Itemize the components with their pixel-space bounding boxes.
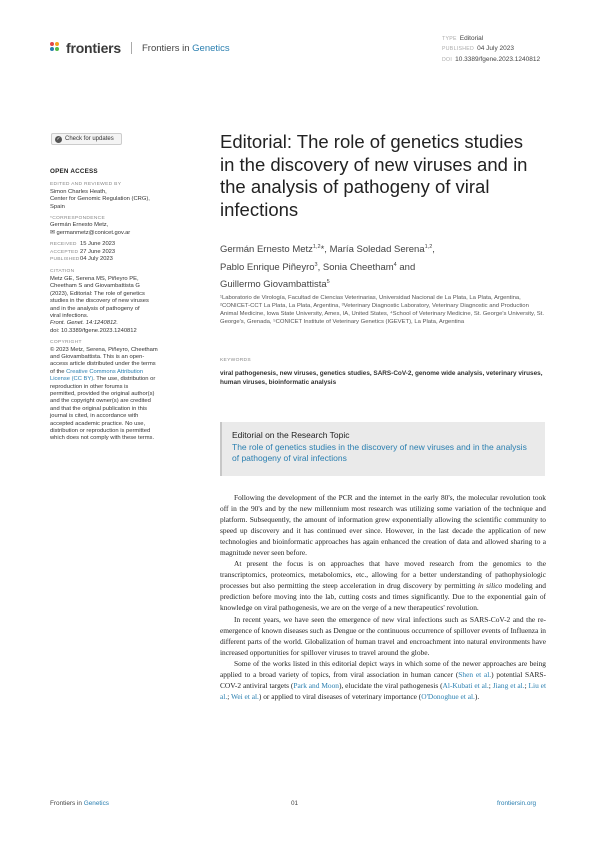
article-body: [220, 492, 546, 702]
author[interactable]: [220, 262, 318, 273]
article-title: Editorial: The role of genetics studies in the discovery of new viruses and in the analysis of pathogeny of viral infections: [220, 131, 528, 220]
citation-line: (2023), Editorial: The role of genetics: [50, 290, 145, 297]
correspondence-name: Germán Ernesto Metz,: [50, 222, 109, 229]
date-row: [50, 241, 178, 248]
license-link[interactable]: Creative Commons Attribution: [66, 368, 144, 375]
footer-journal-subject: Genetics: [83, 800, 109, 807]
copyright-line: distribution or reproduction is permitted: [50, 428, 151, 434]
author-sep: ,: [324, 244, 330, 256]
citation-link[interactable]: Wei et al.: [230, 691, 259, 701]
paragraph-text: ) potential SARS-COV-2 antiviral targets (: [220, 669, 546, 690]
citation-line: viral infections.: [50, 312, 89, 319]
copyright-line: [50, 376, 178, 383]
author-sep: ,: [432, 244, 435, 256]
copyright-line: and that the original publication in this: [50, 405, 148, 412]
paragraph-text: ), elucidate the viral pathogenesis (: [338, 680, 443, 690]
editor-name: Simon Charles Heath,: [50, 188, 107, 195]
journal-subject: Genetics: [192, 42, 230, 54]
paragraph: [220, 658, 546, 702]
author-name: Germán Ernesto Metz: [220, 244, 313, 256]
copyright-line: access article distributed under the terms: [50, 361, 156, 368]
author-affil-sup: 4: [393, 261, 397, 268]
copyright-line: © 2023 Metz, Serena, Piñeyro, Cheetham: [50, 346, 158, 353]
paragraph-text: ;: [488, 680, 493, 690]
date-value: 04 July 2023: [80, 256, 113, 263]
author-affil-sup: 5: [326, 279, 330, 286]
published-key: PUBLISHED: [442, 46, 475, 53]
correspondence-label: *CORRESPONDENCE: [50, 216, 106, 222]
journal-prefix: Frontiers in: [142, 42, 193, 54]
copyright-line: which does not comply with these terms.: [50, 435, 155, 442]
copyright-line: journal is cited, in accordance with: [50, 413, 139, 420]
citation-link[interactable]: Jiang et al.: [492, 680, 525, 690]
author[interactable]: [323, 262, 397, 273]
copyright-line: and the copyright owner(s) are credited: [50, 398, 151, 405]
date-key: RECEIVED: [50, 242, 77, 248]
citation-line: studies in the discovery of new viruses: [50, 298, 149, 305]
copyright-text: of the: [50, 368, 67, 375]
author-affil-sup: 1,2: [312, 244, 321, 250]
author-sep: and: [396, 261, 416, 273]
paragraph-text: ).: [474, 691, 480, 701]
author-name: María Soledad Serena: [329, 244, 425, 256]
copyright-text: . The use, distribution or: [93, 376, 156, 383]
journal-name[interactable]: [142, 43, 230, 54]
paragraph-text: Some of the works listed in this editorial depict ways in which some of the newer approaches are being applied to a broad variety of topics, from viral association in human cancer (: [220, 658, 546, 679]
publisher-header: [50, 40, 230, 56]
author[interactable]: [220, 279, 330, 290]
citation-line: Front. Genet. 14:1240812.: [50, 320, 119, 327]
header-divider: [131, 42, 132, 54]
check-for-updates-button[interactable]: [51, 133, 122, 145]
author[interactable]: [330, 244, 433, 255]
copyright-line: [50, 369, 178, 376]
copyright-line: accepted academic practice. No use,: [50, 420, 146, 427]
paragraph-text: ) or applied to viral diseases of veterinary importance (: [258, 691, 422, 701]
edited-label: EDITED AND REVIEWED BY: [50, 182, 122, 188]
keywords: viral pathogenesis, new viruses, genetics studies, SARS-CoV-2, genome wide analysis, veterinary viruses, human viruses, bioinformatic analysis: [220, 370, 543, 386]
paragraph: In recent years, we have seen the emergence of new viral infections such as SARS-CoV-2 and the re-emergence of known diseases such as Dengue or the continuous occurrence of spillover events of Influenza in different parts of the world. Globalization of human travel and encroachment into natural environments have increased opportunities for spillover viruses to travel around the globe.: [220, 614, 546, 657]
frontiers-logo-icon: [50, 42, 62, 54]
italic-term: in silico: [477, 581, 503, 591]
license-link[interactable]: License (CC BY): [50, 376, 94, 383]
doi-value[interactable]: 10.3389/fgene.2023.1240812: [455, 55, 541, 63]
copyright-label: COPYRIGHT: [50, 340, 82, 346]
paragraph-text: modeling and prediction before moving into the lab, cutting costs and times significantly. Due to the exponential gain of knowledge on viral pathogenesis, we are on the verge of a new therapeutics' revolution.: [220, 581, 546, 613]
copyright-line: and Giovambattista. This is an open-: [50, 353, 145, 360]
citation-link[interactable]: Liu et al.: [220, 680, 547, 701]
author[interactable]: [220, 244, 324, 255]
paragraph-text: ;: [524, 680, 529, 690]
check-updates-icon: ✓: [56, 135, 61, 142]
date-key: ACCEPTED: [50, 249, 79, 255]
citation-doi[interactable]: doi: 10.3389/fgene.2023.1240812: [50, 327, 137, 334]
author-affil-sup: 3: [314, 261, 318, 268]
author-sep: ,: [317, 261, 323, 273]
date-key: PUBLISHED: [50, 257, 80, 263]
author-list: [220, 240, 540, 293]
paragraph: Following the development of the PCR and the internet in the early 80's, the molecular revolution took off in the 90's and by the new millennium most research was utilizing some variation of the technique and platform. Subsequently, the amount of information grew exponentially allowing the scientific community to speed up discovery and it has continued ever since. However, in the last decade the application of new technologies and bioinformatic approaches has again enhanced the creation of data and allowed sharing to a magnitude never seen before.: [220, 493, 546, 558]
footer-journal-prefix: Frontiers in: [50, 800, 84, 807]
citation-line: Cheetham S and Giovambattista G: [50, 283, 140, 290]
article-meta: [442, 34, 540, 65]
citation-link[interactable]: Park and Moon: [293, 680, 339, 690]
citation-line: and in the analysis of pathogeny of: [50, 305, 140, 312]
paragraph-text: ;: [227, 691, 231, 701]
corresponding-star: *: [320, 244, 325, 256]
doi-key: DOI: [442, 56, 453, 63]
sidebar-info: [50, 168, 178, 443]
type-key: TYPE: [442, 36, 457, 42]
open-access-label: OPEN ACCESS: [50, 168, 98, 175]
correspondence-email[interactable]: ✉ germanmetz@conicet.gov.ar: [50, 229, 131, 236]
editor-country: Spain: [50, 203, 65, 210]
citation-link[interactable]: O'Donoghue et al.: [421, 691, 475, 701]
type-value: Editorial: [459, 35, 484, 42]
topic-link[interactable]: The role of genetics studies in the discovery of new viruses and in the analysis of pathogeny of viral infections: [232, 442, 527, 463]
author-affil-sup: 1,2: [424, 244, 433, 250]
citation-line: Metz GE, Serena MS, Piñeyro PE,: [50, 275, 139, 282]
affiliations: ¹Laboratorio de Virología, Facultad de Ciencias Veterinarias, Universidad Nacional de La Plata, La Plata, Argentina, ²CONICET-CCT La Plata, La Plata, Argentina, ³Veterinary Diagnostic Laboratory, Veterinary Diagnostic and Production Animal Medicine, Iowa State University, Ames, IA, United States, ⁴School of Veterinary Medicine, St. George's University, St. George's, Grenada, ⁵CONICET Institute of Veterinary Genetics (IGEVET), La Plata, Argentina: [220, 295, 544, 326]
paragraph-text: At present the focus is on approaches that have moved research from the genomics to the transcriptomics, proteomics, metabolomics, etc., allowing for a better understanding of pathophysiologic processes but also permitting the steep acceleration in drug discovery by permitting: [220, 559, 546, 591]
footer-site-link[interactable]: frontiersin.org: [497, 800, 537, 807]
citation-link[interactable]: Shen et al.: [458, 669, 492, 679]
date-value: 27 June 2023: [80, 248, 116, 255]
copyright-line: reproduction in other forums is: [50, 383, 129, 390]
author-name: Guillermo Giovambattista: [220, 279, 327, 291]
author-name: Pablo Enrique Piñeyro: [220, 261, 315, 273]
paragraph: [220, 558, 546, 613]
keywords-label: KEYWORDS: [220, 358, 251, 363]
published-value: 04 July 2023: [477, 45, 514, 53]
author-name: Sonia Cheetham: [322, 261, 394, 273]
check-updates-label: Check for updates: [65, 136, 114, 142]
editor-affiliation: Center for Genomic Regulation (CRG),: [50, 196, 150, 203]
publisher-logo-text: frontiers: [66, 40, 121, 56]
citation-label: CITATION: [50, 269, 75, 275]
date-row: [50, 249, 178, 256]
topic-heading: Editorial on the Research Topic: [232, 430, 350, 440]
citation-link[interactable]: Al-Kubati et al.: [442, 680, 489, 690]
page-number: 01: [291, 800, 299, 807]
copyright-line: permitted, provided the original author(s): [50, 390, 155, 397]
date-row: [50, 256, 178, 263]
research-topic-box: [220, 422, 545, 476]
date-value: 15 June 2023: [80, 241, 116, 248]
footer-journal[interactable]: [50, 800, 109, 807]
